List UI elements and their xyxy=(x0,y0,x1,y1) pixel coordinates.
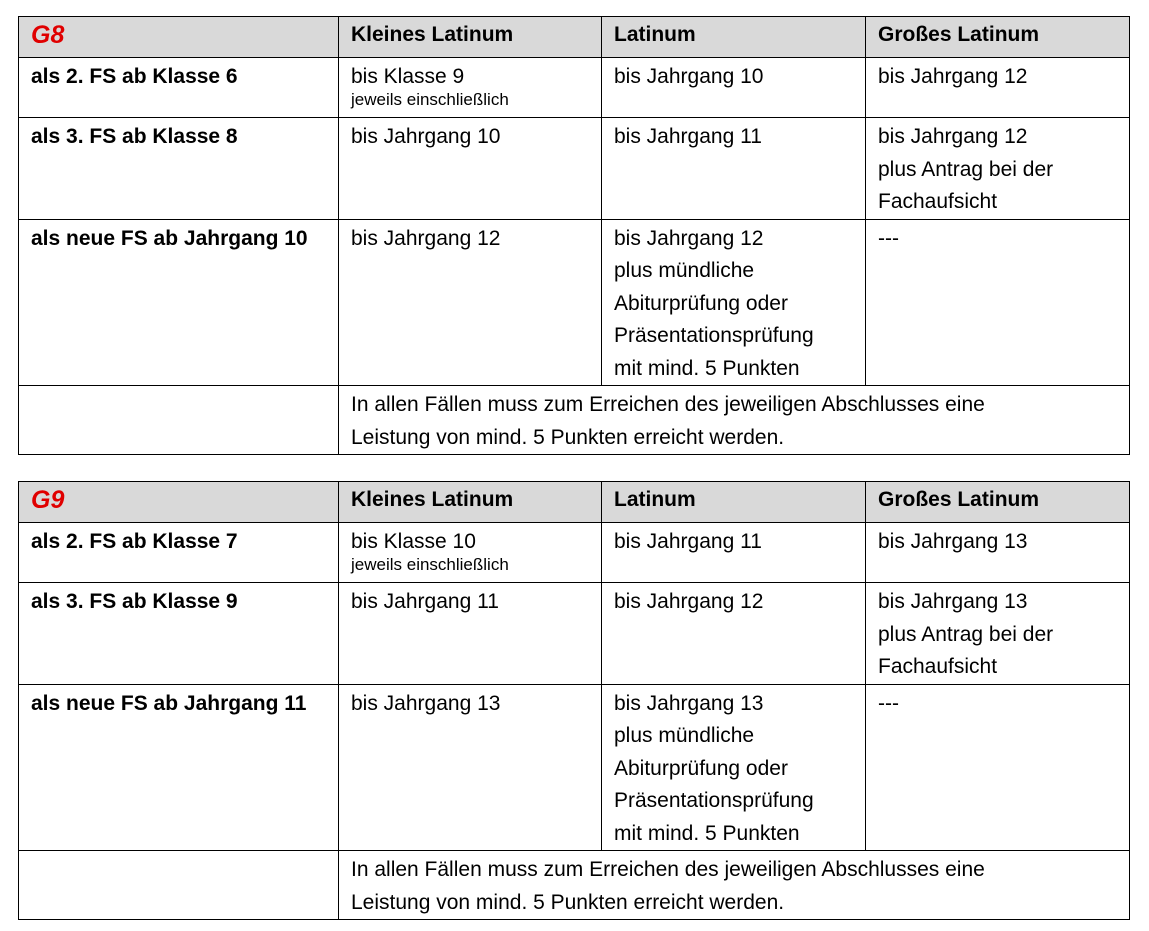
latinum-table-g8 xyxy=(18,16,1130,455)
cell-line: mit mind. 5 Punkten xyxy=(614,821,800,845)
table-row xyxy=(19,219,1130,386)
footer-line: In allen Fällen muss zum Erreichen des jeweiligen Abschlusses eine xyxy=(351,393,985,416)
cell-line: bis Jahrgang 13 xyxy=(878,590,1028,613)
table-label: G9 xyxy=(31,486,65,514)
cell-line: Fachaufsicht xyxy=(878,655,998,678)
cell-kleines xyxy=(339,684,602,851)
cell-line: bis Jahrgang 10 xyxy=(351,125,501,148)
cell-line: mit mind. 5 Punkten xyxy=(614,356,800,380)
cell-kleines xyxy=(339,523,602,583)
footer-note xyxy=(339,851,1130,920)
row-label: als neue FS ab Jahrgang 10 xyxy=(19,219,339,386)
row-label: als 2. FS ab Klasse 7 xyxy=(19,523,339,583)
cell-grosses xyxy=(866,583,1130,685)
cell-note: jeweils einschließlich xyxy=(351,554,509,574)
cell-latinum xyxy=(602,583,866,685)
table-row xyxy=(19,583,1130,685)
latinum-table-g9 xyxy=(18,481,1130,920)
cell-line: plus Antrag bei der xyxy=(878,157,1054,181)
cell-latinum xyxy=(602,523,866,583)
cell-line: --- xyxy=(878,691,899,715)
cell-line: bis Jahrgang 11 xyxy=(614,530,762,553)
cell-line: bis Klasse 10 xyxy=(351,530,476,553)
cell-grosses xyxy=(866,523,1130,583)
row-label: als 3. FS ab Klasse 9 xyxy=(19,583,339,685)
cell-line: bis Jahrgang 12 xyxy=(614,226,764,250)
cell-line: bis Jahrgang 11 xyxy=(614,125,762,148)
table-row xyxy=(19,684,1130,851)
cell-line: bis Jahrgang 13 xyxy=(351,691,501,715)
empty-cell xyxy=(19,851,339,920)
cell-line: Fachaufsicht xyxy=(878,190,998,213)
header-grosses-latinum: Großes Latinum xyxy=(866,482,1130,523)
table-label: G8 xyxy=(31,21,65,49)
header-grosses-latinum: Großes Latinum xyxy=(866,17,1130,58)
cell-line: Präsentationsprüfung xyxy=(614,324,814,347)
footer-note xyxy=(339,386,1130,455)
cell-line: bis Jahrgang 12 xyxy=(878,65,1028,88)
cell-line: Präsentationsprüfung xyxy=(614,789,814,812)
cell-grosses xyxy=(866,58,1130,118)
cell-line: --- xyxy=(878,226,899,250)
cell-line: plus Antrag bei der xyxy=(878,622,1054,646)
cell-line: bis Jahrgang 13 xyxy=(878,530,1028,553)
header-row xyxy=(19,17,1130,58)
header-latinum: Latinum xyxy=(602,482,866,523)
row-label: als 3. FS ab Klasse 8 xyxy=(19,118,339,220)
table-row xyxy=(19,523,1130,583)
cell-grosses xyxy=(866,684,1130,851)
footer-row xyxy=(19,386,1130,455)
cell-line: bis Klasse 9 xyxy=(351,65,465,88)
cell-line: plus mündliche xyxy=(614,724,755,747)
footer-row xyxy=(19,851,1130,920)
cell-line: bis Jahrgang 11 xyxy=(351,590,499,613)
row-label: als 2. FS ab Klasse 6 xyxy=(19,58,339,118)
header-kleines-latinum: Kleines Latinum xyxy=(339,17,602,58)
cell-grosses xyxy=(866,118,1130,220)
cell-latinum xyxy=(602,219,866,386)
cell-line: bis Jahrgang 12 xyxy=(351,226,501,250)
cell-line: bis Jahrgang 12 xyxy=(614,590,764,613)
cell-kleines xyxy=(339,219,602,386)
cell-note: jeweils einschließlich xyxy=(351,89,509,109)
header-kleines-latinum: Kleines Latinum xyxy=(339,482,602,523)
footer-line: In allen Fällen muss zum Erreichen des jeweiligen Abschlusses eine xyxy=(351,858,985,881)
cell-grosses xyxy=(866,219,1130,386)
footer-line: Leistung von mind. 5 Punkten erreicht werden. xyxy=(351,425,785,449)
empty-cell xyxy=(19,386,339,455)
table-label-cell xyxy=(19,482,339,523)
footer-line: Leistung von mind. 5 Punkten erreicht werden. xyxy=(351,890,785,914)
cell-line: bis Jahrgang 12 xyxy=(878,125,1028,148)
row-label: als neue FS ab Jahrgang 11 xyxy=(19,684,339,851)
cell-latinum xyxy=(602,684,866,851)
header-latinum: Latinum xyxy=(602,17,866,58)
cell-latinum xyxy=(602,118,866,220)
table-row xyxy=(19,118,1130,220)
cell-kleines xyxy=(339,583,602,685)
cell-line: bis Jahrgang 10 xyxy=(614,65,764,88)
header-row xyxy=(19,482,1130,523)
cell-latinum xyxy=(602,58,866,118)
cell-line: Abiturprüfung oder xyxy=(614,291,788,315)
cell-line: bis Jahrgang 13 xyxy=(614,691,764,715)
table-label-cell xyxy=(19,17,339,58)
cell-kleines xyxy=(339,118,602,220)
cell-line: Abiturprüfung oder xyxy=(614,756,788,780)
table-row xyxy=(19,58,1130,118)
cell-line: plus mündliche xyxy=(614,259,755,282)
cell-kleines xyxy=(339,58,602,118)
